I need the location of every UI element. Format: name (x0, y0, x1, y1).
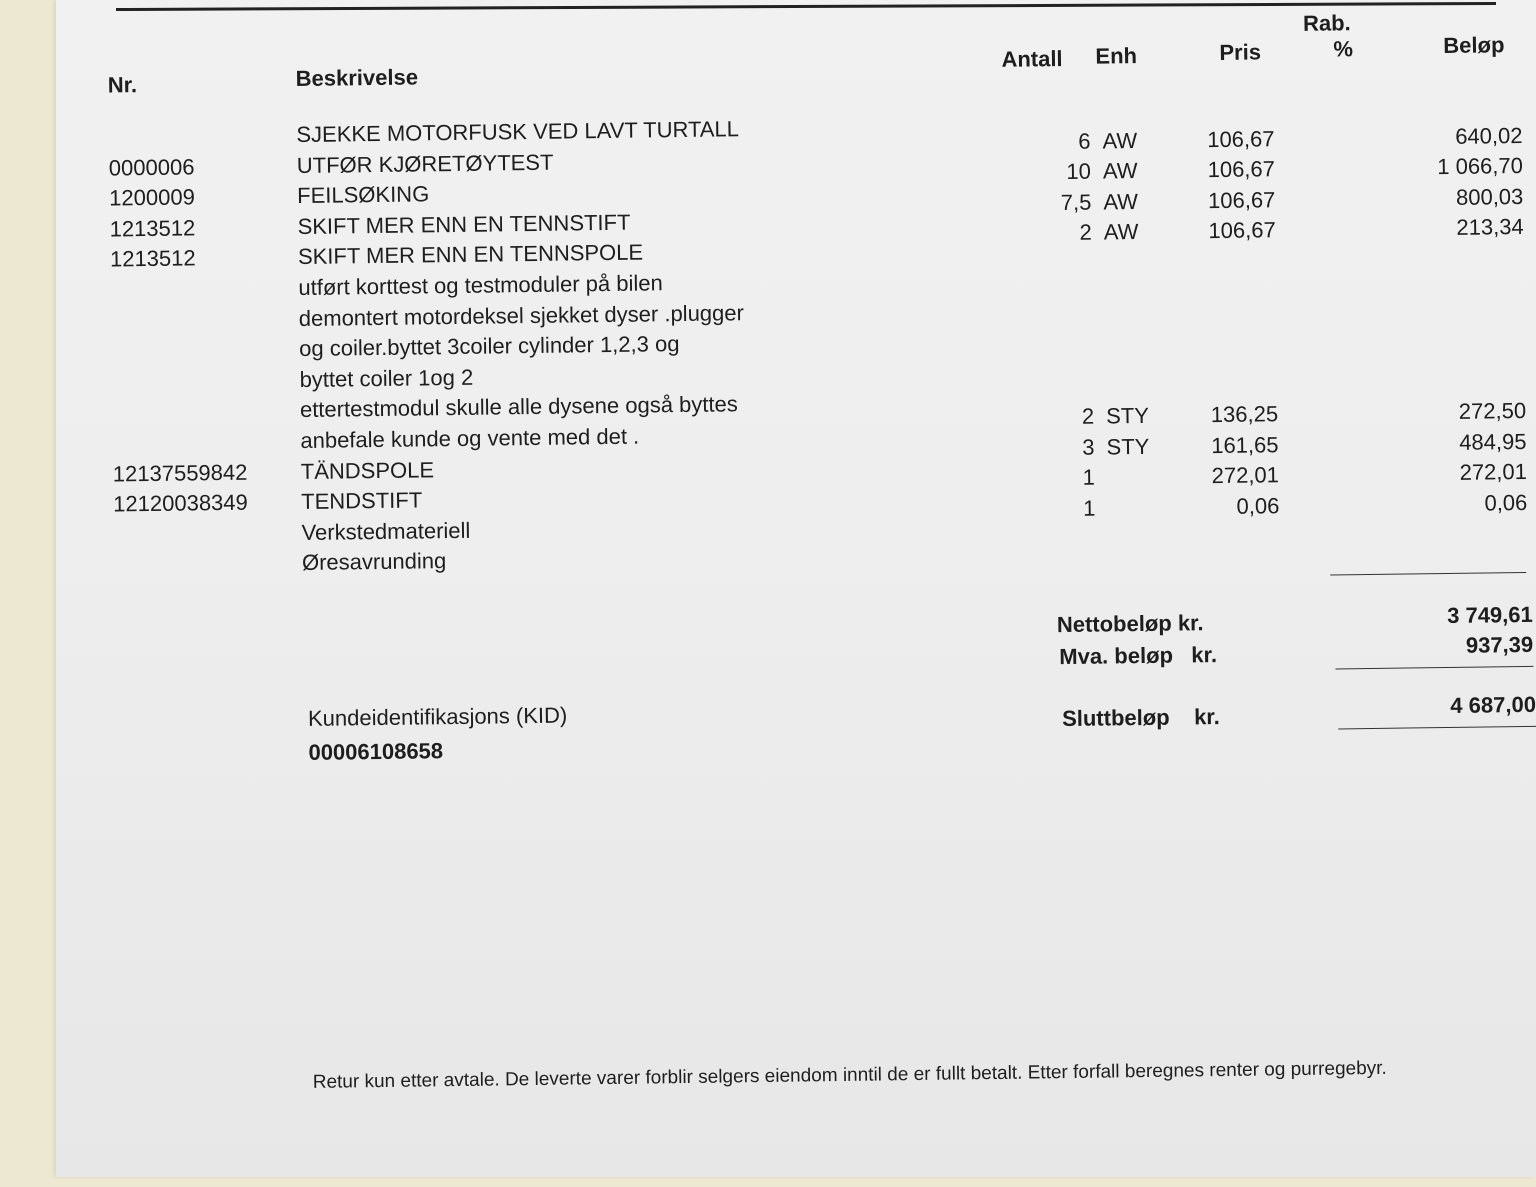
line-description: byttet coiler 1og 2 (299, 364, 474, 392)
mva-label: Mva. beløp (1059, 642, 1174, 670)
line-enh: AW (1102, 158, 1138, 184)
line-antall: 1 (1082, 495, 1096, 521)
line-description: UTFØR KJØRETØYTEST (296, 149, 554, 178)
line-description: anbefale kunde og vente med det . (300, 423, 640, 454)
line-antall: 3 (1082, 434, 1095, 460)
line-pris (1176, 248, 1276, 249)
line-nr: 12120038349 (113, 489, 248, 517)
line-belop: 640,02 (1455, 122, 1523, 149)
header-nr: Nr. (107, 72, 138, 98)
line-belop (1396, 276, 1524, 278)
line-belop: 484,95 (1459, 428, 1527, 455)
line-description: TÄNDSPOLE (300, 456, 435, 484)
line-antall (1036, 281, 1092, 282)
line-belop: 800,03 (1455, 183, 1524, 210)
line-description: SKIFT MER ENN EN TENNSPOLE (297, 239, 644, 270)
line-enh: STY (1106, 433, 1150, 460)
line-antall: 2 (1081, 403, 1095, 429)
header-pris: Pris (1219, 39, 1262, 65)
line-antall: 10 (1066, 158, 1092, 185)
line-pris: 161,65 (1211, 431, 1279, 458)
mva-kr-label: kr. (1191, 642, 1218, 668)
line-description: SKIFT MER ENN EN TENNSTIFT (297, 209, 631, 239)
line-pris: 106,67 (1207, 125, 1275, 152)
line-pris: 106,67 (1207, 156, 1276, 183)
sluttbelop-value: 4 687,00 (1450, 691, 1536, 718)
line-belop (1400, 520, 1528, 522)
sluttbelop-kr-label: kr. (1193, 703, 1220, 730)
footer-terms: Retur kun etter avtale. De leverte varer forblir selgers eiendom inntil de er fullt betalt. Etter forfall beregnes renter og purregebyr. (312, 1057, 1387, 1093)
line-pris: 106,67 (1207, 187, 1276, 213)
line-description: Øresavrunding (301, 548, 447, 576)
kid-value: 00006108658 (308, 738, 444, 765)
line-antall (1037, 312, 1093, 313)
line-belop: 272,01 (1459, 459, 1528, 486)
line-description: utført korttest og testmoduler på bilen (298, 270, 663, 301)
header-beskrivelse: Beskrivelse (295, 64, 419, 92)
netto-label: Nettobeløp kr. (1056, 610, 1204, 638)
kid-label: Kundeidentifikasjons (KID) (307, 702, 568, 731)
line-description: og coiler.byttet 3coiler cylinder 1,2,3 og (299, 331, 680, 362)
line-description: SJEKKE MOTORFUSK VED LAVT TURTALL (296, 116, 740, 148)
line-nr: 1213512 (109, 215, 196, 242)
line-nr: 0000006 (108, 153, 195, 181)
header-rab-percent: % (1333, 36, 1354, 62)
subtotal-rule (1330, 572, 1526, 576)
header-antall: Antall (1001, 45, 1063, 72)
line-enh: AW (1103, 219, 1139, 245)
line-pris: 136,25 (1210, 401, 1279, 428)
line-belop: 272,50 (1458, 397, 1527, 424)
line-antall: 6 (1078, 128, 1091, 154)
line-antall (1038, 373, 1094, 374)
line-pris (1177, 309, 1277, 310)
mva-value: 937,39 (1465, 631, 1534, 658)
line-enh: AW (1103, 188, 1139, 215)
line-enh: STY (1105, 402, 1150, 429)
line-belop: 0,06 (1484, 489, 1528, 516)
line-belop (1398, 367, 1526, 369)
line-belop (1397, 306, 1525, 308)
line-pris: 106,67 (1208, 217, 1276, 244)
sluttbelop-label: Sluttbeløp (1061, 704, 1170, 732)
line-antall (1034, 98, 1090, 99)
line-pris (1180, 524, 1280, 525)
line-nr: 1200009 (109, 184, 196, 211)
line-pris (1174, 95, 1274, 96)
line-pris (1177, 340, 1277, 341)
line-description: FEILSØKING (297, 181, 430, 209)
line-pris (1176, 279, 1276, 280)
line-antall: 1 (1082, 464, 1096, 490)
line-antall (1037, 342, 1093, 343)
line-belop (1397, 337, 1525, 339)
line-description: TENDSTIFT (301, 487, 423, 515)
line-enh: AW (1102, 127, 1138, 154)
line-pris (1178, 371, 1278, 372)
line-belop (1394, 92, 1522, 94)
header-enh: Enh (1095, 43, 1138, 69)
line-antall: 2 (1079, 220, 1092, 246)
line-belop: 1 066,70 (1437, 153, 1524, 180)
line-pris: 0,06 (1236, 492, 1280, 519)
line-belop (1396, 245, 1524, 247)
netto-value: 3 749,61 (1446, 601, 1533, 629)
line-description: demontert motordeksel sjekket dyser .plugger (298, 299, 745, 331)
line-belop: 213,34 (1456, 214, 1524, 241)
line-nr: 1213512 (109, 245, 196, 272)
sluttbelop-rule (1338, 726, 1536, 730)
line-antall: 7,5 (1060, 189, 1092, 215)
line-antall (1036, 251, 1092, 252)
line-description: ettertestmodul skulle alle dysene også byttes (299, 391, 738, 423)
header-belop: Beløp (1443, 32, 1505, 59)
line-pris: 272,01 (1211, 462, 1280, 489)
mva-rule (1335, 666, 1533, 670)
line-nr: 12137559842 (112, 459, 248, 487)
line-description: Verkstedmateriell (301, 517, 471, 545)
line-antall (1040, 526, 1096, 527)
header-rab: Rab. (1302, 10, 1351, 36)
